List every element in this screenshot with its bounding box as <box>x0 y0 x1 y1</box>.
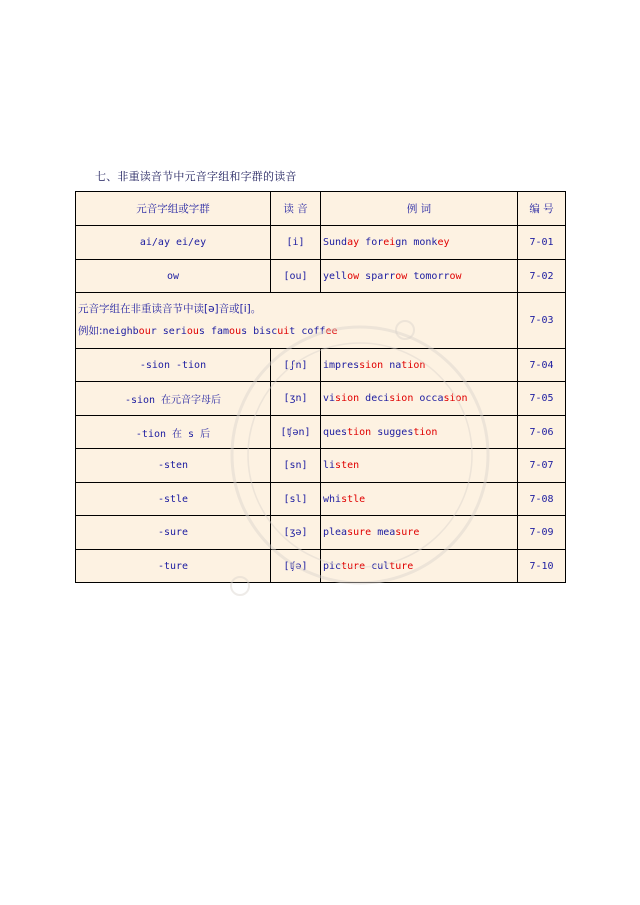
example-word <box>323 460 359 471</box>
highlighted-letters: sion <box>443 393 468 404</box>
word-segment: occa <box>419 393 444 404</box>
table-row <box>76 226 566 260</box>
word-segment: vi <box>323 393 336 404</box>
number-cell: 7-01 <box>518 226 566 260</box>
pronunciation-table <box>75 191 566 583</box>
highlighted-letters: ou <box>138 326 151 337</box>
table-row <box>76 260 566 293</box>
word-segment: mea <box>377 527 396 538</box>
example-word <box>323 561 365 572</box>
example-word <box>365 271 407 282</box>
header-pronunciation: 读 音 <box>271 192 321 226</box>
highlighted-letters: ow <box>395 270 408 282</box>
example-word <box>323 237 359 248</box>
word-segment: coff <box>301 326 326 337</box>
word-segment: na <box>389 359 402 371</box>
pronunciation-cell: [ʧə] <box>271 550 321 583</box>
word-segment: whi <box>323 493 342 505</box>
pronunciation-cell: [ou] <box>271 260 321 293</box>
table-row <box>76 382 566 416</box>
word-segment: pic <box>323 560 342 572</box>
example-word <box>413 237 449 248</box>
highlighted-letters: stle <box>341 493 366 505</box>
example-word <box>365 237 407 248</box>
table-row <box>76 550 566 583</box>
example-word <box>323 271 359 282</box>
example-word <box>365 393 413 404</box>
pronunciation-cell: [i] <box>271 226 321 260</box>
word-segment: sparr <box>365 270 396 282</box>
number-cell: 7-06 <box>518 416 566 449</box>
example-word <box>323 360 383 371</box>
table-row <box>76 416 566 449</box>
highlighted-letters: ay <box>347 237 360 248</box>
word-segment: tomorr <box>413 270 450 282</box>
example-word <box>413 271 461 282</box>
highlighted-letters: sure <box>347 527 372 538</box>
example-words-cell <box>321 483 518 516</box>
word-segment: impres <box>323 359 360 371</box>
note-text: 元音字组在非重读音节中读[ə]音或[i]。 <box>78 303 262 315</box>
example-word <box>377 427 437 438</box>
header-letter-group: 元音字组或字群 <box>76 192 271 226</box>
table-header <box>76 192 566 226</box>
word-segment: deci <box>365 393 390 404</box>
table-row <box>76 349 566 382</box>
example-word <box>323 393 359 404</box>
highlighted-letters: sion <box>359 359 384 371</box>
letter-group-cell: -stle <box>76 483 271 516</box>
highlighted-letters: ou <box>186 326 199 337</box>
table-row <box>76 449 566 483</box>
note-cell <box>76 293 518 349</box>
example-words-cell <box>321 550 518 583</box>
table-row <box>76 293 566 349</box>
highlighted-letters: tion <box>413 426 438 438</box>
letter-group-cell: ow <box>76 260 271 293</box>
number-cell: 7-08 <box>518 483 566 516</box>
example-word <box>163 326 205 337</box>
highlighted-letters: ou <box>229 326 242 337</box>
word-segment: ques <box>323 426 348 438</box>
letter-group-cell: -sion 在元音字母后 <box>76 382 271 416</box>
note-examples <box>78 320 515 343</box>
number-cell: 7-09 <box>518 516 566 550</box>
highlighted-letters: ei <box>383 237 396 248</box>
number-cell: 7-07 <box>518 449 566 483</box>
number-cell: 7-02 <box>518 260 566 293</box>
letter-group-cell: -sion -tion <box>76 349 271 382</box>
highlighted-letters: ow <box>449 270 462 282</box>
header-example-words: 例 词 <box>321 192 518 226</box>
letter-group-cell: -sten <box>76 449 271 483</box>
example-word <box>389 360 425 371</box>
table-row <box>76 516 566 550</box>
pronunciation-cell: [ʒn] <box>271 382 321 416</box>
example-word <box>377 527 419 538</box>
word-segment: monk <box>413 237 438 248</box>
word-segment: yell <box>323 270 348 282</box>
highlighted-letters: tion <box>347 426 372 438</box>
example-word <box>371 561 413 572</box>
word-segment: gn <box>395 237 408 248</box>
word-segment: s <box>241 326 248 337</box>
example-word <box>323 527 371 538</box>
highlighted-letters: ey <box>437 237 450 248</box>
pronunciation-cell: [sl] <box>271 483 321 516</box>
highlighted-letters: ee <box>325 326 338 337</box>
word-segment: sugges <box>377 426 414 438</box>
example-word <box>253 326 295 337</box>
word-segment: t <box>289 326 296 337</box>
highlighted-letters: ture <box>389 560 414 572</box>
pronunciation-cell: [ʧən] <box>271 416 321 449</box>
word-segment: li <box>323 460 336 471</box>
word-segment: neighb <box>102 326 139 337</box>
example-word <box>323 427 371 438</box>
example-words-cell <box>321 260 518 293</box>
highlighted-letters: tion <box>401 359 426 371</box>
word-segment: bisc <box>253 326 278 337</box>
pronunciation-cell: [ʃn] <box>271 349 321 382</box>
highlighted-letters: sion <box>389 393 414 404</box>
example-words-cell <box>321 449 518 483</box>
letter-group-cell: -sure <box>76 516 271 550</box>
example-word <box>301 326 337 337</box>
example-prefix: 例如: <box>78 325 103 337</box>
highlighted-letters: ture <box>341 560 366 572</box>
example-word <box>419 393 467 404</box>
document-title: 七、非重读音节中元音字组和字群的读音 <box>95 170 297 183</box>
highlighted-letters: ui <box>277 326 290 337</box>
word-segment: plea <box>323 527 348 538</box>
pronunciation-cell: [sn] <box>271 449 321 483</box>
word-segment: fam <box>210 326 230 337</box>
number-cell: 7-04 <box>518 349 566 382</box>
word-segment: r <box>150 326 157 337</box>
example-word <box>103 326 157 337</box>
example-words-cell <box>321 349 518 382</box>
letter-group-cell: -tion 在 s 后 <box>76 416 271 449</box>
letter-group-cell: -ture <box>76 550 271 583</box>
table-body <box>76 226 566 583</box>
letter-group-cell: ai/ay ei/ey <box>76 226 271 260</box>
number-cell: 7-10 <box>518 550 566 583</box>
number-cell: 7-05 <box>518 382 566 416</box>
word-segment: for <box>365 237 384 248</box>
word-segment: Sund <box>323 237 348 248</box>
word-segment: s <box>198 326 205 337</box>
word-segment: seri <box>162 326 187 337</box>
number-cell: 7-03 <box>518 293 566 349</box>
example-words-cell <box>321 516 518 550</box>
highlighted-letters: sten <box>335 460 360 471</box>
highlighted-letters: ow <box>347 270 360 282</box>
example-word <box>323 494 365 505</box>
pronunciation-cell: [ʒə] <box>271 516 321 550</box>
example-word <box>211 326 247 337</box>
header-number: 编 号 <box>518 192 566 226</box>
table-row <box>76 483 566 516</box>
example-words-cell <box>321 416 518 449</box>
header-row <box>76 192 566 226</box>
word-segment: cul <box>371 560 390 572</box>
highlighted-letters: sure <box>395 527 420 538</box>
highlighted-letters: sion <box>335 393 360 404</box>
example-words-cell <box>321 226 518 260</box>
example-words-cell <box>321 382 518 416</box>
